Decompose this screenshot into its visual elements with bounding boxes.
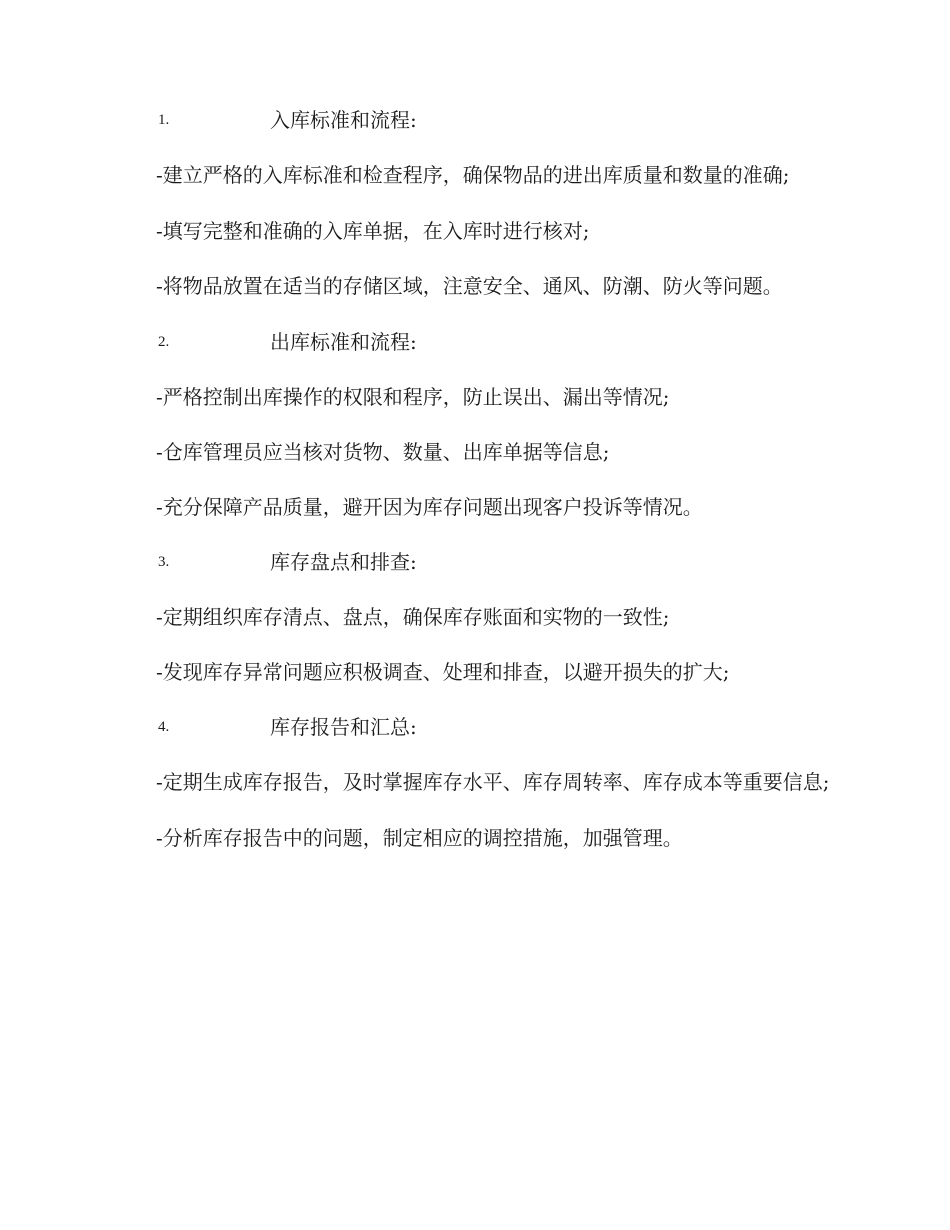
section-title: 库存报告和汇总: bbox=[270, 715, 417, 739]
section-number: 1. bbox=[158, 112, 170, 128]
list-item: -定期生成库存报告，及时掌握库存水平、库存周转率、库存成本等重要信息; bbox=[156, 770, 830, 794]
section-heading-2 bbox=[112, 330, 830, 354]
list-item: -严格控制出库操作的权限和程序，防止误出、漏出等情况; bbox=[156, 385, 670, 409]
section-heading-3 bbox=[112, 550, 830, 574]
section-number: 3. bbox=[158, 554, 170, 570]
section-heading-4 bbox=[112, 715, 830, 739]
section-number: 4. bbox=[158, 719, 170, 735]
list-item: -定期组织库存清点、盘点，确保库存账面和实物的一致性; bbox=[156, 605, 670, 629]
list-item: -建立严格的入库标准和检查程序，确保物品的进出库质量和数量的准确; bbox=[156, 163, 790, 187]
list-item: -填写完整和准确的入库单据，在入库时进行核对; bbox=[156, 219, 590, 243]
section-title: 库存盘点和排查: bbox=[270, 550, 417, 574]
section-number: 2. bbox=[158, 334, 170, 350]
list-item: -充分保障产品质量，避开因为库存问题出现客户投诉等情况。 bbox=[156, 495, 703, 519]
list-item: -分析库存报告中的问题，制定相应的调控措施，加强管理。 bbox=[156, 826, 683, 850]
list-item: -将物品放置在适当的存储区域，注意安全、通风、防潮、防火等问题。 bbox=[156, 274, 783, 298]
section-title: 出库标准和流程: bbox=[270, 330, 417, 354]
list-item: -发现库存异常问题应积极调查、处理和排查，以避开损失的扩大; bbox=[156, 660, 730, 684]
section-title: 入库标准和流程: bbox=[270, 108, 417, 132]
list-item: -仓库管理员应当核对货物、数量、出库单据等信息; bbox=[156, 440, 610, 464]
section-heading-1 bbox=[112, 108, 830, 132]
